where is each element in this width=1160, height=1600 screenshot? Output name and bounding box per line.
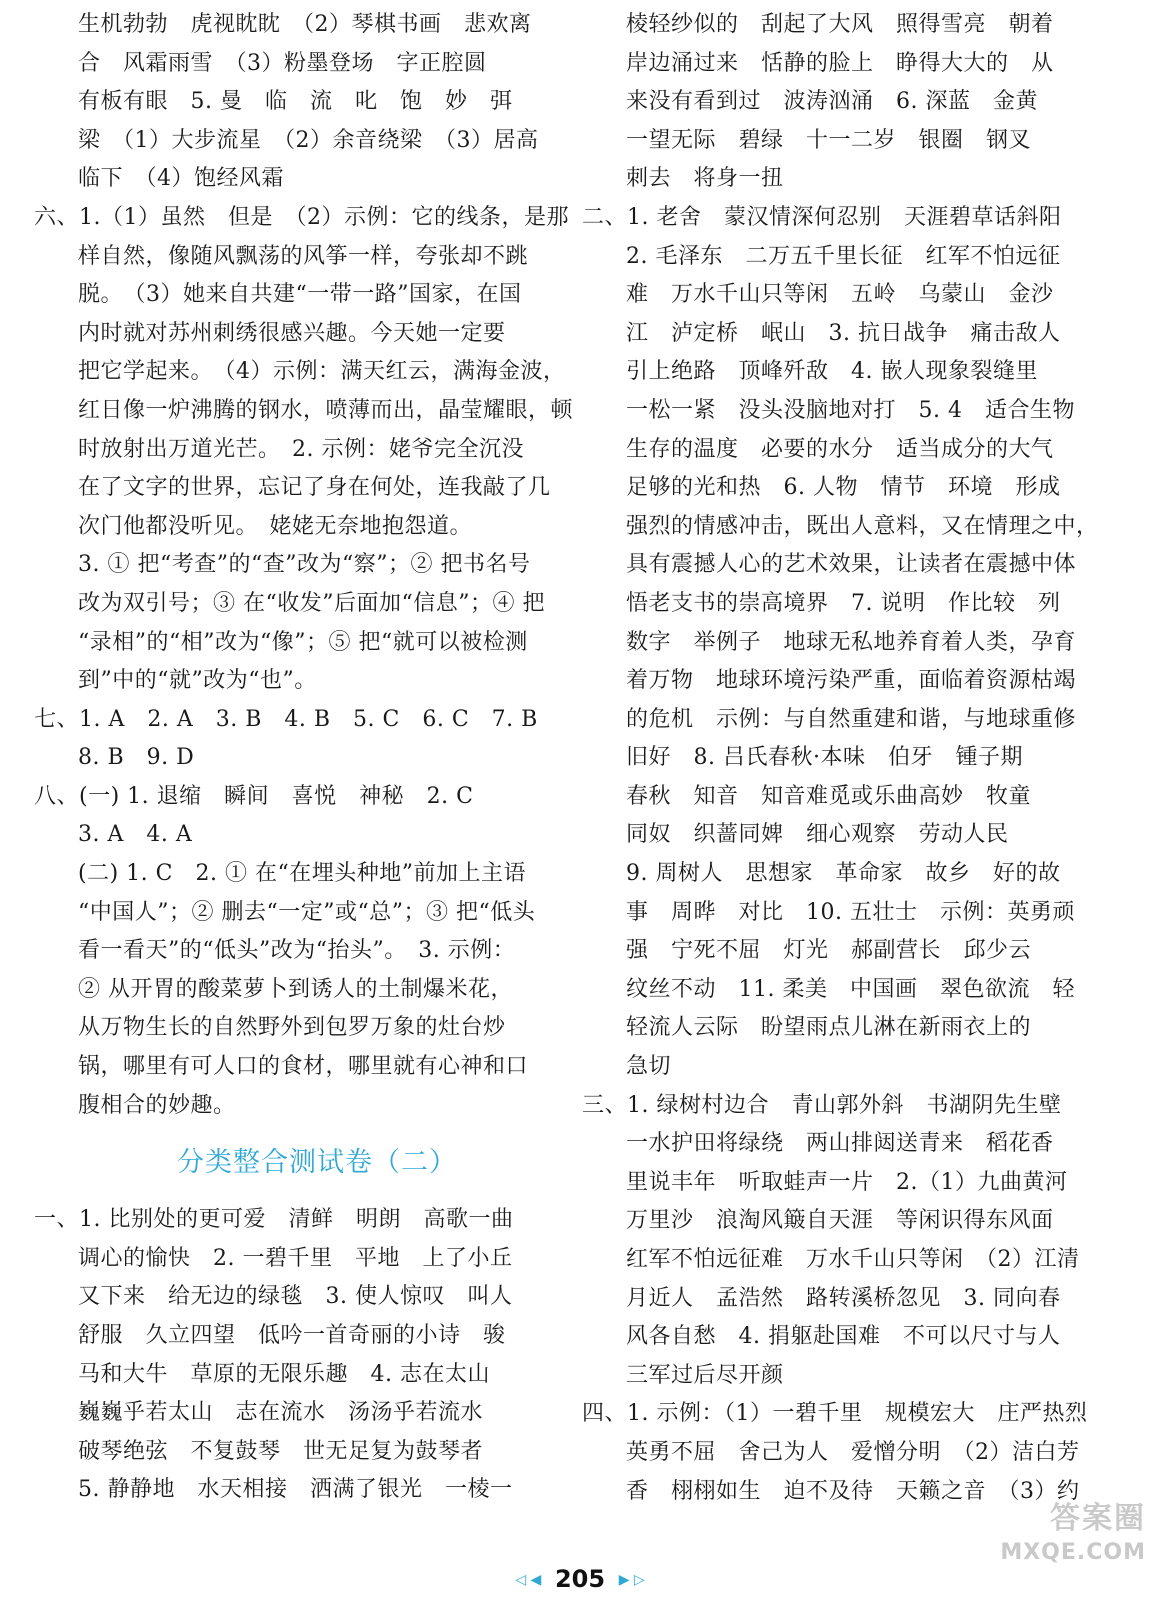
- right-column: [582, 6, 1104, 1511]
- text-line: 合 风霜雨雪 （3）粉墨登场 字正腔圆: [78, 50, 487, 76]
- text-line: “录相”的“相”改为“像”；⑤ 把“就可以被检测: [78, 629, 528, 655]
- text-line: 又下来 给无边的绿毯 3. 使人惊叹 叫人: [78, 1284, 513, 1310]
- text-line: 春秋 知音 知音难觅或乐曲高妙 牧童: [626, 783, 1032, 809]
- text-line: 3. A 4. A: [78, 822, 193, 848]
- watermark-url: MXQE.COM: [1000, 1540, 1146, 1565]
- text-line: 来没有看到过 波涛汹涌 6. 深蓝 金黄: [626, 89, 1038, 115]
- text-line: 数字 举例子 地球无私地养育着人类，孕育: [626, 629, 1077, 655]
- text-line: 着万物 地球环境污染严重，面临着资源枯竭: [626, 668, 1077, 694]
- text-line: 巍巍乎若太山 志在流水 汤汤乎若流水: [78, 1400, 484, 1426]
- text-line: 腹相合的妙趣。: [78, 1092, 236, 1118]
- text-line: 刺去 将身一扭: [626, 166, 784, 192]
- text-line: 江 泸定桥 岷山 3. 抗日战争 痛击敌人: [626, 320, 1061, 346]
- text-line: 轻流人云际 盼望雨点儿淋在新雨衣上的: [626, 1015, 1032, 1041]
- text-line: 纹丝不动 11. 柔美 中国画 翠色欲流 轻: [626, 976, 1075, 1002]
- text-line: 从万物生长的自然野外到包罗万象的灶台炒: [78, 1015, 506, 1041]
- section-four-heading-line: 四、1. 示例：（1）一碧千里 规模宏大 庄严热烈: [582, 1401, 1088, 1427]
- page-number: 205: [554, 1565, 606, 1593]
- text-line: 红日像一炉沸腾的钢水，喷薄而出，晶莹耀眼，顿: [78, 397, 574, 423]
- text-line: 难 万水千山只等闲 五岭 乌蒙山 金沙: [626, 282, 1054, 308]
- text-line: 生机勃勃 虎视眈眈 （2）琴棋书画 悲欢离: [78, 12, 532, 37]
- text-line: 9. 周树人 思想家 革命家 故乡 好的故: [626, 861, 1061, 887]
- text-line: 锅，哪里有可人口的食材，哪里就有心神和口: [78, 1054, 529, 1080]
- text-line: 内时就对苏州刺绣很感兴趣。今天她一定要: [78, 320, 506, 346]
- text-line: 事 周晔 对比 10. 五壮士 示例：英勇顽: [626, 899, 1075, 925]
- page-footer: [0, 1565, 1160, 1593]
- text-line: 悟老支书的崇高境界 7. 说明 作比较 列: [626, 590, 1061, 616]
- text-line: 2. 毛泽东 二万五千里长征 红军不怕远征: [626, 243, 1061, 269]
- text-line: 3. ① 把“考查”的“查”改为“察”；② 把书名号: [78, 552, 531, 578]
- text-line: 改为双引号；③ 在“收发”后面加“信息”；④ 把: [78, 590, 545, 616]
- watermark: [1000, 1502, 1146, 1570]
- text-line: 强烈的情感冲击，既出人意料，又在情理之中，: [626, 513, 1099, 539]
- section-title: 分类整合测试卷（二）: [177, 1147, 457, 1179]
- text-line: 脱。 （3）她来自共建“一带一路”国家，在国: [78, 282, 522, 308]
- prev-arrows-icon: ◁ ◀: [515, 1572, 542, 1588]
- text-line: 破琴绝弦 不复鼓琴 世无足复为鼓琴者: [78, 1438, 484, 1464]
- text-line: 同奴 织蔷同婢 细心观察 劳动人民: [626, 822, 1009, 848]
- text-line: 舒服 久立四望 低吟一首奇丽的小诗 骏: [78, 1323, 506, 1348]
- text-line: 在了文字的世界，忘记了身在何处，连我敲了几: [78, 475, 551, 501]
- text-line: 一望无际 碧绿 十一二岁 银圈 钢叉: [626, 127, 1032, 153]
- section-one-heading-line: 一、1. 比别处的更可爱 清鲜 明朗 高歌一曲: [34, 1207, 514, 1233]
- text-line: 棱轻纱似的 刮起了大风 照得雪亮 朝着: [626, 12, 1054, 37]
- text-line: 万里沙 浪淘风簸自天涯 等闲识得东风面: [626, 1208, 1054, 1234]
- text-line: ② 从开胃的酸菜萝卜到诱人的土制爆米花，: [78, 976, 513, 1002]
- text-line: 到”中的“就”改为“也”。: [78, 668, 317, 694]
- text-line: (二) 1. C 2. ① 在“在埋头种地”前加上主语: [78, 861, 526, 887]
- text-line: 红军不怕远征难 万水千山只等闲 （2）江清: [626, 1247, 1080, 1272]
- text-line: 一松一紧 没头没脑地对打 5. 4 适合生物: [626, 397, 1075, 423]
- text-line: 岸边涌过来 恬静的脸上 睁得大大的 从: [626, 50, 1054, 76]
- text-line: 生存的温度 必要的水分 适当成分的大气: [626, 436, 1054, 462]
- text-line: 临下 （4）饱经风霜: [78, 166, 284, 192]
- text-line: 旧好 8. 吕氏春秋·本味 伯牙 锺子期: [626, 745, 1023, 771]
- text-line: 时放射出万道光芒。 2. 示例：姥爷完全沉没: [78, 436, 524, 462]
- text-line: 调心的愉快 2. 一碧千里 平地 上了小丘: [78, 1245, 513, 1271]
- text-line: 三军过后尽开颜: [626, 1362, 784, 1388]
- text-line: 一水护田将绿绕 两山排闼送青来 稻花香: [626, 1131, 1054, 1157]
- section-eight-heading-line: 八、(一) 1. 退缩 瞬间 喜悦 神秘 2. C: [34, 783, 474, 809]
- text-line: 香 栩栩如生 迫不及待 天籁之音 （3）约: [626, 1478, 1080, 1504]
- text-line: 具有震撼人心的艺术效果，让读者在震撼中体: [626, 552, 1077, 578]
- text-line: 足够的光和热 6. 人物 情节 环境 形成: [626, 475, 1061, 501]
- text-line: 引上绝路 顶峰歼敌 4. 嵌人现象裂缝里: [626, 359, 1038, 385]
- text-line: 梁 （1）大步流星 （2）余音绕梁 （3）居高: [78, 127, 539, 153]
- text-line: 次门他都没听见。 姥姥无奈地抱怨道。: [78, 513, 473, 539]
- section-six-heading-line: 六、1.（1）虽然 但是 （2）示例：它的线条，是那: [34, 204, 569, 230]
- text-line: 强 宁死不屈 灯光 郝副营长 邱少云: [626, 938, 1032, 964]
- text-line: 风各自愁 4. 捐躯赴国难 不可以尺寸与人: [626, 1324, 1061, 1350]
- section-three-heading-line: 三、1. 绿树村边合 青山郭外斜 书湖阴先生壁: [582, 1092, 1062, 1118]
- text-line: 样自然，像随风飘荡的风筝一样，夸张却不跳: [78, 243, 529, 269]
- text-line: 5. 静静地 水天相接 洒满了银光 一棱一: [78, 1477, 513, 1503]
- text-line: 看一看天”的“低头”改为“抬头”。 3. 示例：: [78, 938, 516, 964]
- text-line: 英勇不屈 舍己为人 爱憎分明 （2）洁白芳: [626, 1439, 1080, 1465]
- text-line: 把它学起来。 （4）示例：满天红云，满海金波，: [78, 359, 566, 385]
- section-seven-heading-line: 七、1. A 2. A 3. B 4. B 5. C 6. C 7. B: [34, 706, 538, 732]
- left-column: [34, 6, 574, 1510]
- text-line: 的危机 示例：与自然重建和谐，与地球重修: [626, 706, 1077, 732]
- text-line: 里说丰年 听取蛙声一片 2.（1）九曲黄河: [626, 1169, 1068, 1195]
- text-line: 月近人 孟浩然 路转溪桥忽见 3. 同向春: [626, 1285, 1061, 1311]
- text-line: “中国人”；② 删去“一定”或“总”；③ 把“低头: [78, 899, 536, 925]
- watermark-title: 答案圈: [1050, 1501, 1146, 1536]
- text-line: 马和大牛 草原的无限乐趣 4. 志在太山: [78, 1361, 490, 1387]
- text-line: 8. B 9. D: [78, 745, 195, 771]
- text-line: 有板有眼 5. 曼 临 流 叱 饱 妙 弭: [78, 89, 513, 115]
- section-two-heading-line: 二、1. 老舍 蒙汉情深何忍别 天涯碧草话斜阳: [582, 204, 1062, 230]
- text-line: 急切: [626, 1054, 672, 1080]
- next-arrows-icon: ▶ ▷: [618, 1572, 645, 1588]
